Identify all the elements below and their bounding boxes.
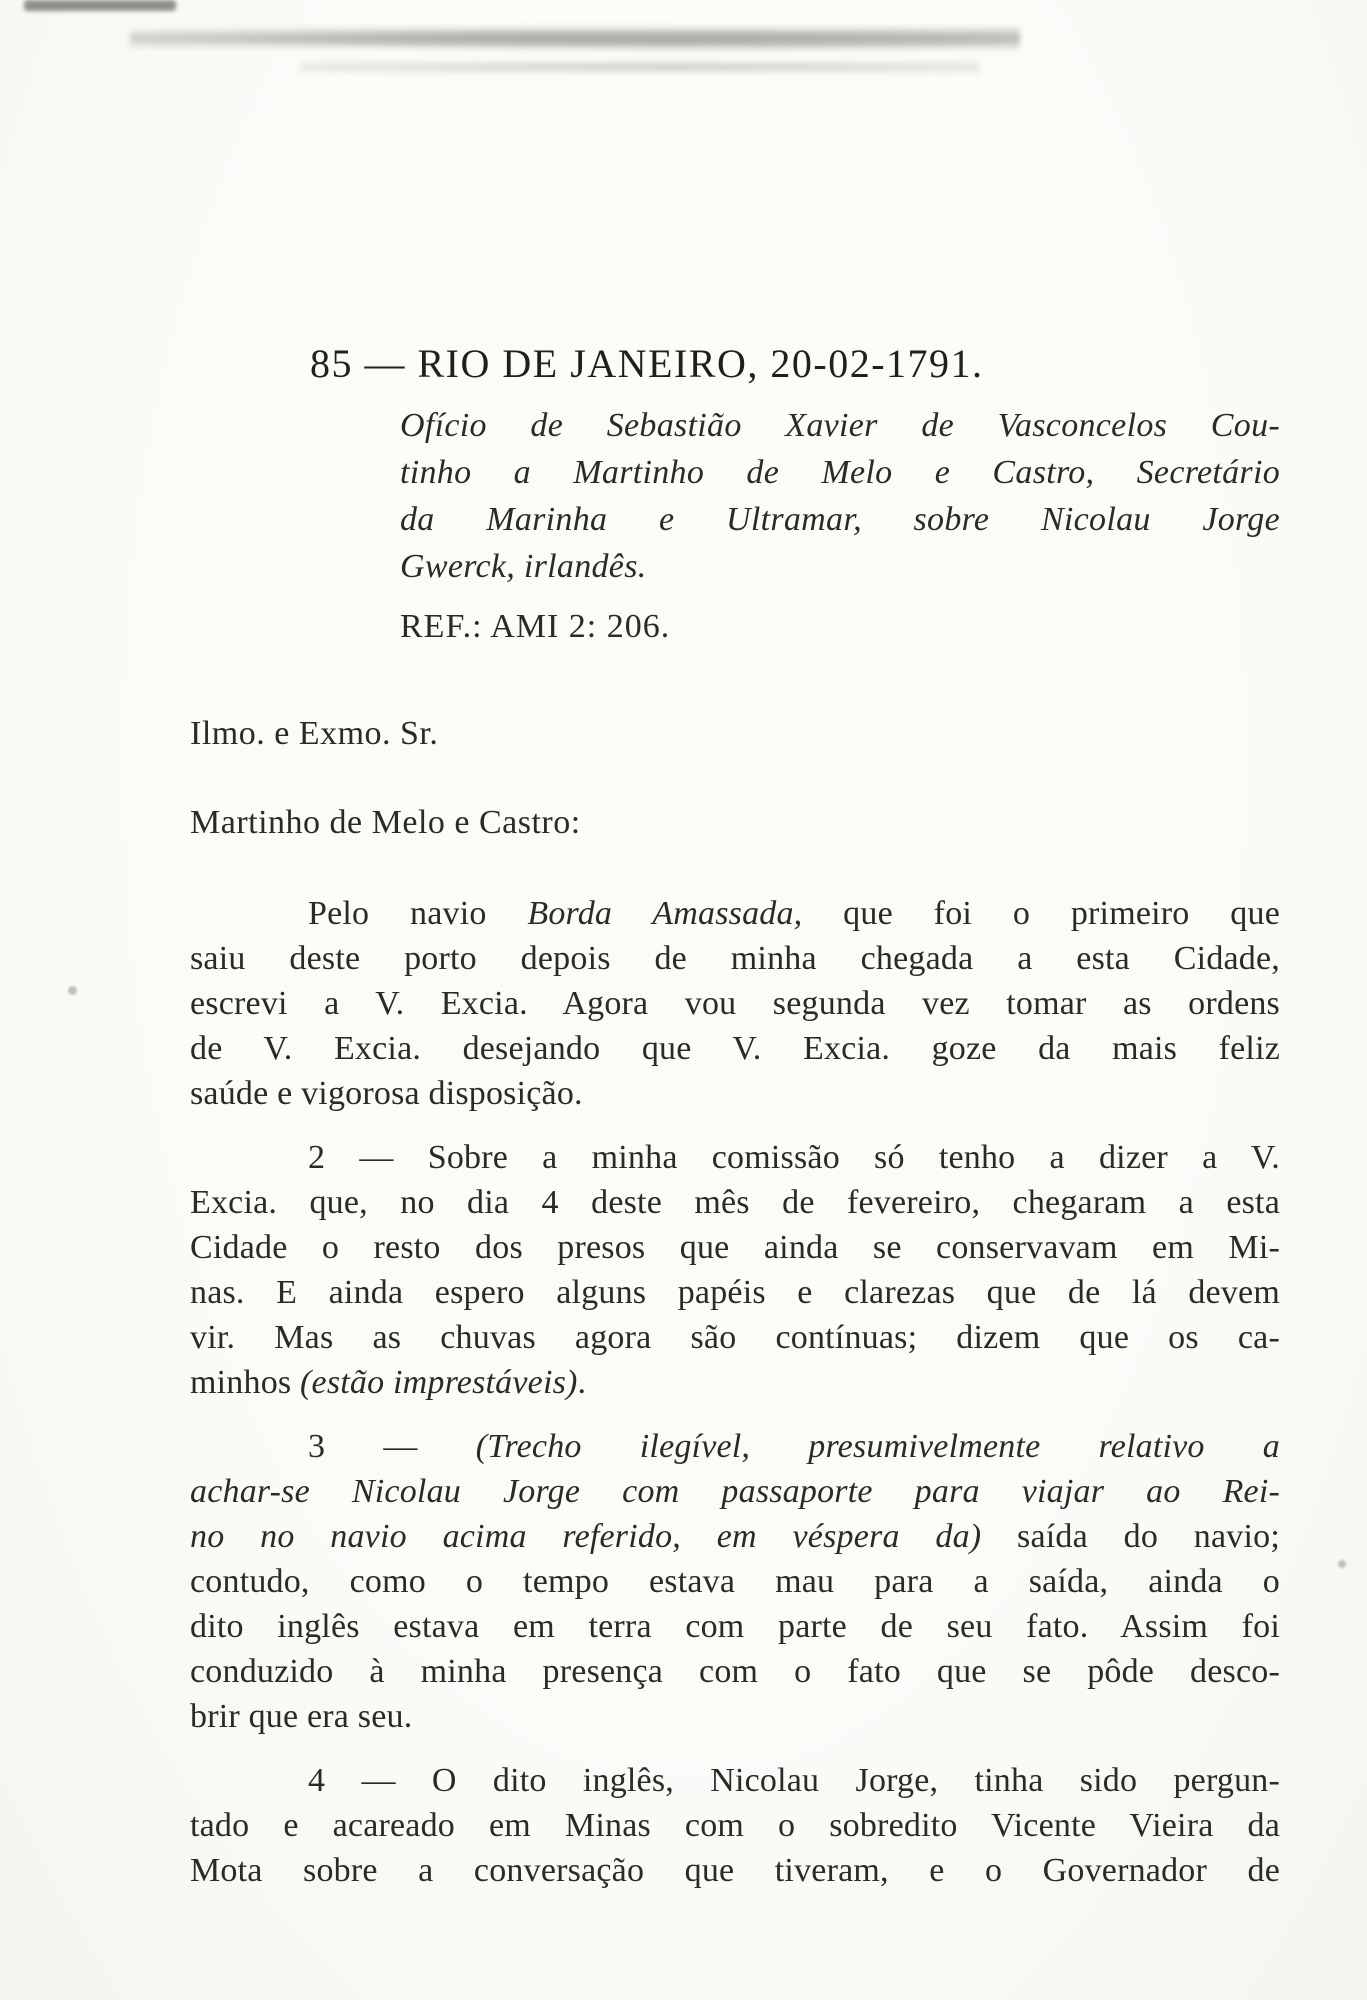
text-line — [190, 1424, 1280, 1469]
italic-text: (Trecho ilegível, presumivelmente relativo a — [475, 1428, 1280, 1465]
text-line — [190, 1071, 1280, 1116]
salutation-line-1: Ilmo. e Exmo. Sr. — [190, 715, 439, 752]
text-line — [190, 1360, 1280, 1405]
italic-text: achar-se Nicolau Jorge com passaporte para viajar ao Rei- — [190, 1473, 1280, 1510]
roman-text: nas. E ainda espero alguns papéis e clarezas que de lá devem — [190, 1274, 1280, 1311]
text-line — [190, 1694, 1280, 1739]
paragraph — [190, 1424, 1280, 1739]
document-heading: 85 — RIO DE JANEIRO, 20-02-1791. — [310, 341, 984, 386]
roman-text: de V. Excia. desejando que V. Excia. goze da mais feliz — [190, 1030, 1280, 1067]
text-line — [190, 1803, 1280, 1848]
summary-line: da Marinha e Ultramar, sobre Nicolau Jorge — [400, 501, 1280, 538]
text-line — [190, 1135, 1280, 1180]
roman-text: Excia. que, no dia 4 deste mês de fevereiro, chegaram a esta — [190, 1184, 1280, 1221]
roman-text: Mota sobre a conversação que tiveram, e o Governador de — [190, 1852, 1280, 1889]
text-line — [190, 1026, 1280, 1071]
salutation-line-2: Martinho de Melo e Castro: — [190, 804, 581, 841]
roman-text: conduzido à minha presença com o fato que se pôde desco- — [190, 1653, 1280, 1690]
reference-line: REF.: AMI 2: 206. — [400, 608, 671, 645]
summary-line: tinho a Martinho de Melo e Castro, Secretário — [400, 454, 1280, 491]
roman-text: . — [577, 1364, 587, 1401]
paragraph — [190, 891, 1280, 1116]
text-line — [190, 1270, 1280, 1315]
text-line — [190, 1180, 1280, 1225]
italic-text: no no navio acima referido, em véspera da) — [190, 1518, 982, 1555]
roman-text: Pelo navio — [308, 895, 528, 932]
roman-text: escrevi a V. Excia. Agora vou segunda vez tomar as ordens — [190, 985, 1280, 1022]
text-line — [190, 1559, 1280, 1604]
italic-text: (estão imprestáveis) — [300, 1364, 578, 1401]
roman-text: 4 — O dito inglês, Nicolau Jorge, tinha sido pergun- — [308, 1762, 1280, 1799]
text-line — [190, 1225, 1280, 1270]
text-line — [190, 1315, 1280, 1360]
text-line — [190, 1469, 1280, 1514]
roman-text: tado e acareado em Minas com o sobredito Vicente Vieira da — [190, 1807, 1280, 1844]
text-line — [190, 1649, 1280, 1694]
roman-text: contudo, como o tempo estava mau para a saída, ainda o — [190, 1563, 1280, 1600]
text-block — [190, 340, 1280, 1893]
roman-text: Cidade o resto dos presos que ainda se conservavam em Mi- — [190, 1229, 1280, 1266]
roman-text: minhos — [190, 1364, 301, 1401]
summary-line: Gwerck, irlandês. — [400, 548, 647, 585]
roman-text: 2 — Sobre a minha comissão só tenho a dizer a V. — [308, 1139, 1280, 1176]
roman-text: brir que era seu. — [190, 1698, 413, 1735]
paragraph — [190, 1758, 1280, 1893]
italic-text: Borda Amassada, — [527, 895, 803, 932]
text-line — [190, 891, 1280, 936]
text-line — [190, 936, 1280, 981]
letter-body — [190, 891, 1280, 1893]
text-line — [190, 981, 1280, 1026]
text-line — [190, 1604, 1280, 1649]
text-line — [190, 1848, 1280, 1893]
roman-text: 3 — — [308, 1428, 476, 1465]
roman-text: saiu deste porto depois de minha chegada a esta Cidade, — [190, 940, 1280, 977]
roman-text: dito inglês estava em terra com parte de seu fato. Assim foi — [190, 1608, 1280, 1645]
roman-text: saída do navio; — [981, 1518, 1280, 1555]
summary-block — [400, 402, 1280, 590]
summary-line: Ofício de Sebastião Xavier de Vasconcelos Cou- — [400, 407, 1280, 444]
roman-text: que foi o primeiro que — [802, 895, 1280, 932]
roman-text: saúde e vigorosa disposição. — [190, 1075, 583, 1112]
paragraph — [190, 1135, 1280, 1405]
text-line — [190, 1758, 1280, 1803]
roman-text: vir. Mas as chuvas agora são contínuas; dizem que os ca- — [190, 1319, 1280, 1356]
text-line — [190, 1514, 1280, 1559]
